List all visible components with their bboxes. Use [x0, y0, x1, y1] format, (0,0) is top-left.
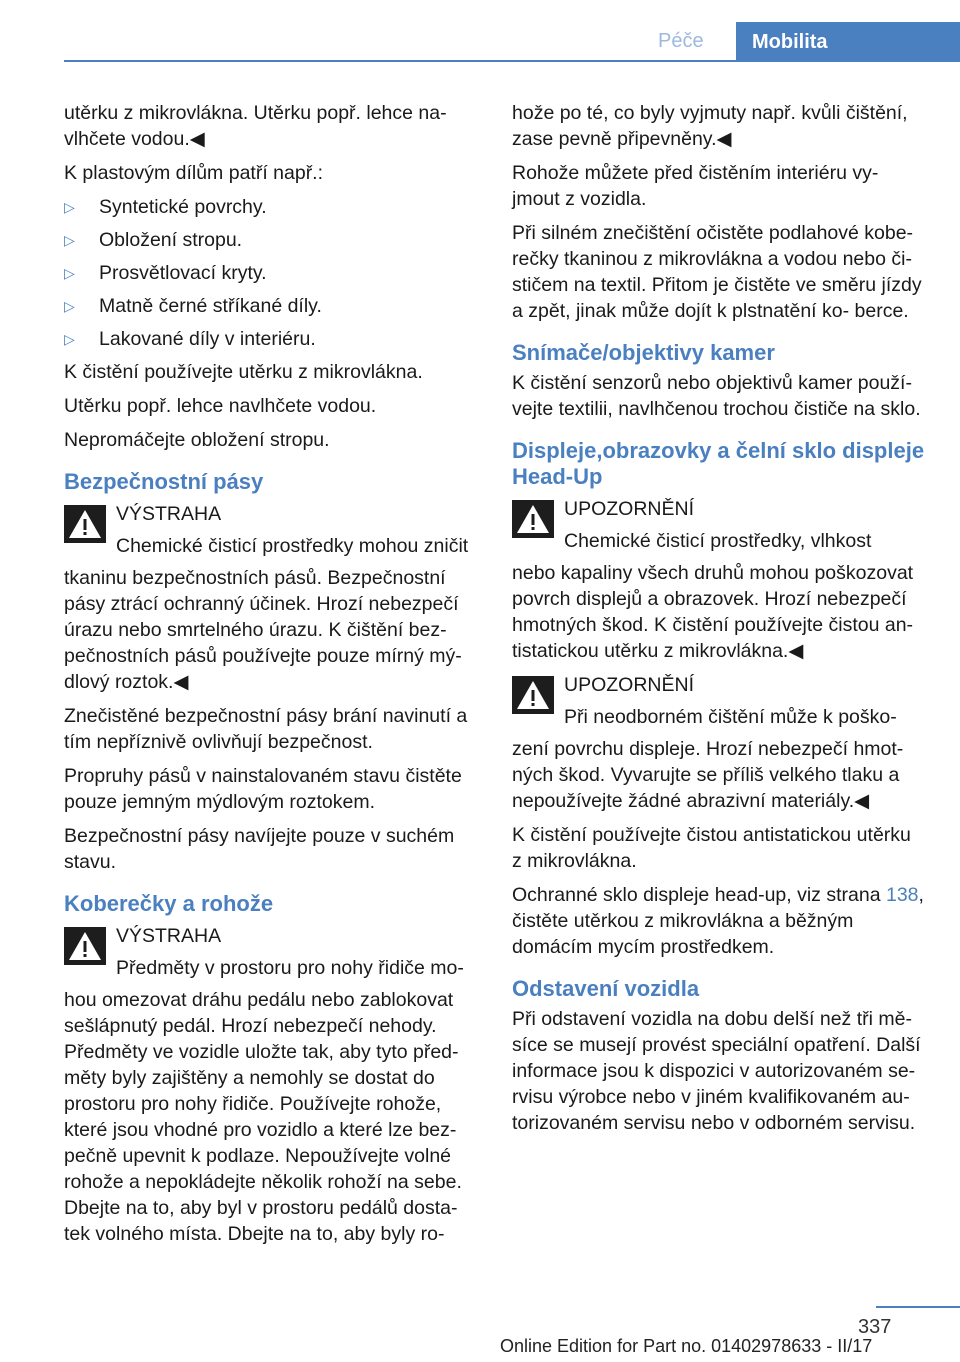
plastic-parts-list — [64, 194, 480, 352]
paragraph: Ochranné sklo displeje head-up, viz strana 138, čistěte utěrkou z mikrovlákna a běžným domácím mycím prostředkem. — [512, 884, 924, 958]
header-rule — [64, 60, 960, 62]
heading-camera-sensors: Snímače/objektivy kamer — [512, 340, 775, 365]
caution-text: nebo kapaliny všech druhů mohou poškozovat povrch displejů a obrazovek. Hrozí nebezpečí hmotných škod. K čistění používejte čistou an‐ tistatickou utěrku z mikrovlákna.◀ — [512, 562, 914, 662]
warning-text-first-line: Předměty v prostoru pro nohy řidiče mo‐ — [116, 957, 464, 979]
triangle-bullet-icon: ▷ — [64, 232, 75, 248]
caution-block — [512, 672, 926, 814]
warning-icon — [512, 500, 554, 538]
warning-icon — [512, 676, 554, 714]
paragraph: Propruhy pásů v nainstalovaném stavu čistěte pouze jemným mýdlovým roztokem. — [64, 765, 462, 813]
heading-parking: Odstavení vozidla — [512, 976, 700, 1001]
warning-text: tkaninu bezpečnostních pásů. Bezpečnostní pásy ztrácí ochranný účinek. Hrozí nebezpečí úrazu nebo smrtelného úrazu. K čištění bez‐ pečnostních pásů používejte pouze mírný mý‐ dlový roztok.◀ — [64, 567, 462, 693]
paragraph: hože po té, co byly vyjmuty např. kvůli čištění, zase pevně připevněny.◀ — [512, 102, 908, 150]
caution-title: UPOZORNĚNÍ — [564, 674, 695, 696]
warning-icon — [64, 927, 106, 965]
triangle-bullet-icon: ▷ — [64, 265, 75, 281]
paragraph: Při silném znečištění očistěte podlahové kobe‐ rečky tkaninou z mikrovlákna a vodou nebo či‐ stičem na textil. Přitom je čistěte ve směru jízdy a zpět, jinak může dojít k plstnatění ko‐ berce. — [512, 222, 922, 322]
list-item: ▷ Matně černé stříkané díly. — [64, 295, 322, 317]
warning-text-first-line: Chemické čisticí prostředky mohou zničit — [116, 535, 469, 557]
caution-text-first-line: Při neodborném čištění může k poško‐ — [564, 706, 897, 728]
list-item: ▷ Lakované díly v interiéru. — [64, 328, 316, 350]
triangle-bullet-icon: ▷ — [64, 331, 75, 347]
section-tab-mobilita[interactable]: Mobilita — [736, 22, 960, 62]
footer-rule — [876, 1306, 960, 1308]
caution-block — [512, 496, 926, 664]
heading-seat-belts: Bezpečnostní pásy — [64, 469, 264, 494]
warning-block — [64, 501, 480, 695]
heading-floor-mats: Koberečky a rohože — [64, 891, 274, 916]
section-tab-peche[interactable]: Péče — [658, 30, 704, 52]
right-column — [512, 100, 926, 1144]
list-item: ▷ Syntetické povrchy. — [64, 196, 267, 218]
heading-displays: Displeje,obrazovky a čelní sklo displeje Head-Up — [512, 438, 925, 489]
warning-title: VÝSTRAHA — [116, 503, 222, 525]
warning-block — [64, 923, 480, 1247]
paragraph: Bezpečnostní pásy navíjejte pouze v suchém stavu. — [64, 825, 455, 873]
paragraph: utěrku z mikrovlákna. Utěrku popř. lehce na‐ vlhčete vodou.◀ — [64, 102, 447, 150]
paragraph: Utěrku popř. lehce navlhčete vodou. — [64, 395, 377, 417]
paragraph: K plastovým dílům patří např.: — [64, 162, 324, 184]
caution-text: zení povrchu displeje. Hrozí nebezpečí hmot‐ ných škod. Vyvarujte se příliš velkého tlaku a nepoužívejte žádné abrazivní materiály.◀ — [512, 738, 904, 812]
paragraph: Znečistěné bezpečnostní pásy brání navinutí a tím nepříznivě ovlivňují bezpečnost. — [64, 705, 468, 753]
list-item: ▷ Obložení stropu. — [64, 229, 243, 251]
edition-note: Online Edition for Part no. 01402978633 - II/17 — [500, 1336, 873, 1356]
paragraph: K čistění používejte čistou antistatickou utěrku z mikrovlákna. — [512, 824, 911, 872]
warning-title: VÝSTRAHA — [116, 925, 222, 947]
paragraph: Při odstavení vozidla na dobu delší než tři mě‐ síce se musejí provést speciální opatření. Další informace jsou k dispozici v autorizovaném se‐ rvisu výrobce nebo v jiném kvalifikovaném au‐ torizovaném servisu nebo v odborném servisu. — [512, 1008, 921, 1134]
left-column — [64, 100, 480, 1255]
list-item: ▷ Prosvětlovací kryty. — [64, 262, 267, 284]
page-reference-link[interactable]: 138 — [885, 884, 919, 906]
paragraph: K čistění senzorů nebo objektivů kamer použí‐ vejte textilii, navlhčenou trochou čističe na sklo. — [512, 372, 921, 420]
paragraph: Nepromáčejte obložení stropu. — [64, 429, 330, 451]
page-number: 337 — [858, 1316, 892, 1338]
warning-text: hou omezovat dráhu pedálu nebo zablokovat sešlápnutý pedál. Hrozí nebezpečí nehody. Předměty ve vozidle uložte tak, aby tyto před‐ měty byly zajištěny a nemohly se dostat do prostoru pro nohy řidiče. Používejte rohože, které jsou vhodné pro vozidlo a které lze bez‐ pečně upevnit k podlaze. Nepoužívejte volné rohože a nepokládejte několik rohoží na sebe. Dbejte na to, aby byl v prostoru pedálů dosta‐ tek volného místa. Dbejte na to, aby byly ro‐ — [64, 989, 462, 1245]
triangle-bullet-icon: ▷ — [64, 298, 75, 314]
triangle-bullet-icon: ▷ — [64, 199, 75, 215]
caution-title: UPOZORNĚNÍ — [564, 498, 695, 520]
caution-text-first-line: Chemické čisticí prostředky, vlhkost — [564, 530, 872, 552]
page-header — [0, 22, 960, 62]
warning-icon — [64, 505, 106, 543]
paragraph: K čistění používejte utěrku z mikrovlákna. — [64, 361, 423, 383]
paragraph: Rohože můžete před čistěním interiéru vy‐ jmout z vozidla. — [512, 162, 879, 210]
